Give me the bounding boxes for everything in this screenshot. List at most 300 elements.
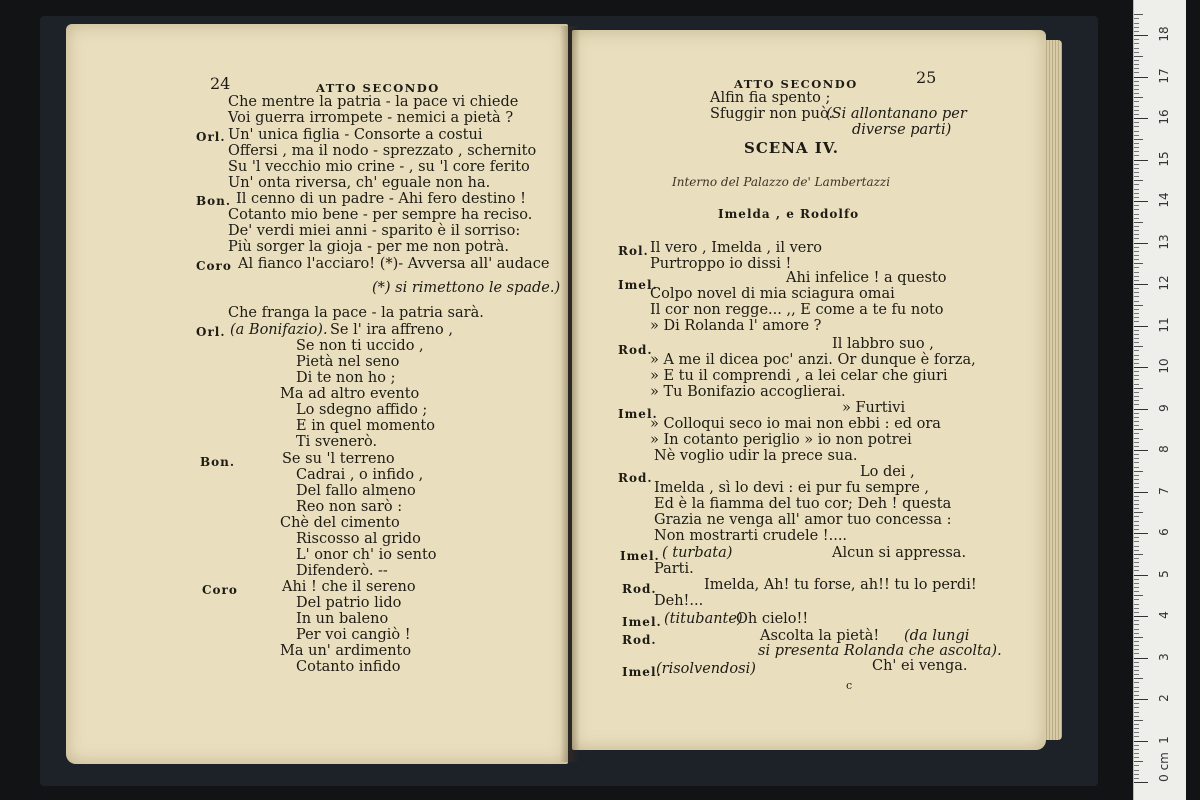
- speaker-bon: Bon.: [200, 455, 236, 469]
- ruler-tick: [1134, 649, 1139, 650]
- ruler-tick: [1134, 541, 1139, 542]
- verse-line: Voi guerra irrompete - nemici a pietà ?: [228, 110, 514, 126]
- ruler-tick: [1134, 214, 1139, 215]
- ruler-tick: [1134, 479, 1139, 480]
- ruler-tick: [1134, 39, 1139, 40]
- page-edges: [1044, 40, 1062, 740]
- stage-direction: (a Bonifazio).: [230, 322, 328, 338]
- verse-line: Più sorger la gioja - per me non potrà.: [228, 239, 510, 255]
- ruler-tick: [1134, 512, 1143, 513]
- speaker-coro: Coro: [196, 259, 232, 273]
- verse-line: Che mentre la patria - la pace vi chiede: [228, 94, 519, 110]
- ruler-tick: [1134, 143, 1139, 144]
- speaker-bon: Bon.: [196, 194, 232, 208]
- verse-line: Un' unica figlia - Consorte a costui: [228, 127, 483, 143]
- ruler-tick: [1134, 56, 1143, 57]
- ruler-tick: [1134, 475, 1139, 476]
- ruler-tick: [1134, 222, 1143, 223]
- verse-line: Un' onta riversa, ch' eguale non ha.: [228, 175, 491, 191]
- ruler-tick: [1134, 691, 1139, 692]
- ruler-tick: [1134, 662, 1139, 663]
- ruler-tick: [1134, 64, 1139, 65]
- scene-setting: Interno del Palazzo de' Lambertazzi: [672, 175, 891, 189]
- ruler-label: 17: [1157, 67, 1171, 84]
- ruler-tick: [1134, 587, 1139, 588]
- ruler-tick: [1134, 699, 1148, 700]
- ruler-tick: [1134, 164, 1139, 165]
- ruler-tick: [1134, 537, 1139, 538]
- verse-line: Se su 'l terreno: [282, 451, 395, 467]
- stage-direction: (titubante): [664, 611, 743, 627]
- ruler-tick: [1134, 238, 1139, 239]
- ruler-tick: [1134, 658, 1148, 659]
- ruler-tick: [1134, 749, 1139, 750]
- verse-line: Ti svenerò.: [296, 434, 378, 450]
- verse-line: Cadrai , o infido ,: [296, 467, 424, 483]
- ruler-tick: [1134, 251, 1139, 252]
- signature-mark: c: [846, 679, 853, 692]
- verse-line: Sfuggir non può.: [710, 106, 834, 122]
- verse-line: Difenderò. --: [296, 563, 388, 579]
- ruler-tick: [1134, 666, 1139, 667]
- speaker-rod: Rod.: [618, 471, 653, 485]
- verse-line: Oh cielo!!: [736, 611, 809, 627]
- ruler-tick: [1134, 620, 1139, 621]
- speaker-rod: Rod.: [622, 582, 657, 596]
- ruler-tick: [1134, 280, 1139, 281]
- ruler-tick: [1134, 591, 1139, 592]
- ruler-tick: [1134, 413, 1139, 414]
- ruler-tick: [1134, 263, 1143, 264]
- ruler-tick: [1134, 421, 1139, 422]
- ruler-tick: [1134, 774, 1139, 775]
- ruler-tick: [1134, 404, 1139, 405]
- speaker-rod: Rod.: [618, 343, 653, 357]
- ruler-tick: [1134, 317, 1139, 318]
- ruler-tick: [1134, 570, 1139, 571]
- verse-line: Ed è la fiamma del tuo cor; Deh ! questa: [654, 496, 952, 512]
- ruler-label: 18: [1157, 26, 1171, 42]
- ruler-tick: [1134, 720, 1143, 721]
- ruler-tick: [1134, 321, 1139, 322]
- ruler-tick: [1134, 616, 1148, 617]
- ruler-tick: [1134, 508, 1139, 509]
- ruler-tick: [1134, 612, 1139, 613]
- ruler-tick: [1134, 392, 1139, 393]
- ruler-tick: [1134, 77, 1148, 78]
- ruler-label: 16: [1157, 109, 1171, 125]
- ruler-tick: [1134, 255, 1139, 256]
- verse-line: Non mostrarti crudele !....: [654, 528, 848, 544]
- ruler-tick: [1134, 624, 1139, 625]
- ruler-tick: [1134, 396, 1139, 397]
- ruler-tick: [1134, 525, 1139, 526]
- verse-line: Se non ti uccido ,: [296, 338, 424, 354]
- ruler-label: 13: [1157, 233, 1171, 250]
- ruler-tick: [1134, 326, 1148, 327]
- ruler-label: 10: [1157, 358, 1171, 374]
- verse-line: Purtroppo io dissi !: [650, 256, 792, 272]
- verse-line: Su 'l vecchio mio crine - , su 'l core ferito: [228, 159, 530, 175]
- ruler-tick: [1134, 703, 1139, 704]
- ruler-tick: [1134, 707, 1139, 708]
- verse-line: Deh!...: [654, 593, 704, 609]
- verse-line: Chè del cimento: [280, 515, 400, 531]
- ruler-tick: [1134, 168, 1139, 169]
- verse-line: » Di Rolanda l' amore ?: [650, 318, 822, 334]
- ruler-tick: [1134, 761, 1143, 762]
- ruler-label: 12: [1157, 275, 1171, 291]
- verse-line: Al fianco l'acciaro! (*)- Avversa all' audace: [238, 256, 550, 272]
- ruler-label: 14: [1157, 192, 1171, 208]
- ruler-tick: [1134, 674, 1139, 675]
- ruler-tick: [1134, 342, 1139, 343]
- right-running-header: ATTO SECONDO: [734, 77, 858, 91]
- ruler-tick: [1134, 653, 1139, 654]
- ruler-tick: [1134, 446, 1139, 447]
- ruler-tick: [1134, 546, 1139, 547]
- ruler-tick: [1134, 728, 1139, 729]
- ruler-tick: [1134, 741, 1148, 742]
- ruler-tick: [1134, 313, 1139, 314]
- verse-line: » A me il dicea poc' anzi. Or dunque è forza,: [650, 352, 976, 368]
- verse-line: Alcun si appressa.: [832, 545, 967, 561]
- scene-title: SCENA IV.: [744, 139, 840, 157]
- ruler-tick: [1134, 599, 1139, 600]
- ruler-tick: [1134, 48, 1139, 49]
- ruler-tick: [1134, 682, 1139, 683]
- ruler-tick: [1134, 670, 1139, 671]
- speaker-imel: Imel.: [618, 278, 658, 292]
- ruler-tick: [1134, 384, 1139, 385]
- ruler-tick: [1134, 579, 1139, 580]
- verse-line: » Colloqui seco io mai non ebbi : ed ora: [650, 416, 941, 432]
- ruler-tick: [1134, 388, 1143, 389]
- verse-line: Ma ad altro evento: [280, 386, 420, 402]
- ruler-tick: [1134, 338, 1139, 339]
- ruler-tick: [1134, 529, 1139, 530]
- ruler-tick: [1134, 375, 1139, 376]
- ruler-tick: [1134, 131, 1139, 132]
- ruler-tick: [1134, 155, 1139, 156]
- speaker-imel: Imel.: [622, 665, 662, 679]
- verse-line: Il cor non regge... ,, E come a te fu noto: [650, 302, 944, 318]
- verse-line: » Tu Bonifazio accoglierai.: [650, 384, 846, 400]
- ruler-tick: [1134, 160, 1148, 161]
- ruler-tick: [1134, 43, 1139, 44]
- measurement-ruler: [1133, 0, 1186, 800]
- verse-line: Pietà nel seno: [296, 354, 400, 370]
- ruler-tick: [1134, 782, 1148, 783]
- ruler-tick: [1134, 346, 1143, 347]
- ruler-tick: [1134, 732, 1139, 733]
- ruler-tick: [1134, 637, 1143, 638]
- verse-line: Grazia ne venga all' amor tuo concessa :: [654, 512, 952, 528]
- ruler-tick: [1134, 695, 1139, 696]
- ruler-tick: [1134, 355, 1139, 356]
- book-gutter: [560, 26, 580, 762]
- ruler-tick: [1134, 52, 1139, 53]
- ruler-tick: [1134, 575, 1148, 576]
- verse-line: Il labbro suo ,: [832, 336, 934, 352]
- ruler-tick: [1134, 201, 1148, 202]
- ruler-tick: [1134, 442, 1139, 443]
- verse-line: E in quel momento: [296, 418, 435, 434]
- ruler-label: 11: [1157, 316, 1171, 333]
- ruler-tick: [1134, 234, 1139, 235]
- ruler-tick: [1134, 68, 1139, 69]
- verse-line: Riscosso al grido: [296, 531, 421, 547]
- ruler-tick: [1134, 180, 1143, 181]
- ruler-tick: [1134, 106, 1139, 107]
- verse-line: Parti.: [654, 561, 694, 577]
- ruler-tick: [1134, 471, 1143, 472]
- ruler-tick: [1134, 359, 1139, 360]
- ruler-tick: [1134, 583, 1139, 584]
- ruler-label: 2: [1157, 694, 1171, 702]
- ruler-tick: [1134, 363, 1139, 364]
- ruler-tick: [1134, 276, 1139, 277]
- ruler-label: 6: [1157, 528, 1171, 536]
- ruler-label: 7: [1157, 486, 1171, 495]
- ruler-tick: [1134, 558, 1139, 559]
- right-page-number: 25: [916, 68, 937, 87]
- ruler-tick: [1134, 716, 1139, 717]
- ruler-tick: [1134, 554, 1143, 555]
- ruler-tick: [1134, 31, 1139, 32]
- verse-line: In un baleno: [296, 611, 389, 627]
- stage-direction: (risolvendosi): [656, 661, 756, 677]
- ruler-tick: [1134, 205, 1139, 206]
- ruler-tick: [1134, 197, 1139, 198]
- ruler-tick: [1134, 550, 1139, 551]
- verse-line: Per voi cangiò !: [296, 627, 411, 643]
- ruler-label: 5: [1157, 569, 1171, 578]
- verse-line: Lo sdegno affido ;: [296, 402, 428, 418]
- verse-line: Nè voglio udir la prece sua.: [654, 448, 858, 464]
- verse-line: Ahi infelice ! a questo: [786, 270, 947, 286]
- ruler-tick: [1134, 645, 1139, 646]
- ruler-tick: [1134, 230, 1139, 231]
- ruler-tick: [1134, 301, 1139, 302]
- ruler-tick: [1134, 305, 1143, 306]
- verse-line: » E tu il comprendi , a lei celar che giuri: [650, 368, 948, 384]
- ruler-tick: [1134, 641, 1139, 642]
- ruler-tick: [1134, 243, 1148, 244]
- verse-line: Che franga la pace - la patria sarà.: [228, 305, 484, 321]
- ruler-tick: [1134, 487, 1139, 488]
- stage-direction: diverse parti): [852, 122, 952, 138]
- ruler-tick: [1134, 284, 1148, 285]
- ruler-label: 1: [1157, 735, 1171, 744]
- ruler-tick: [1134, 23, 1139, 24]
- ruler-tick: [1134, 745, 1139, 746]
- left-running-header: ATTO SECONDO: [316, 81, 440, 95]
- ruler-tick: [1134, 189, 1139, 190]
- verse-line: » Furtivi: [842, 400, 906, 416]
- verse-line: De' verdi miei anni - sparito è il sorriso:: [228, 223, 521, 239]
- speaker-orl: Orl.: [196, 325, 226, 339]
- verse-line: Di te non ho ;: [296, 370, 396, 386]
- speaker-imel: Imel.: [620, 549, 660, 563]
- ruler-tick: [1134, 566, 1139, 567]
- ruler-tick: [1134, 118, 1148, 119]
- ruler-label: 9: [1157, 403, 1171, 412]
- ruler-tick: [1134, 139, 1143, 140]
- speaker-orl: Orl.: [196, 130, 226, 144]
- ruler-tick: [1134, 757, 1139, 758]
- verse-line: Cotanto mio bene - per sempre ha reciso.: [228, 207, 533, 223]
- ruler-label: 8: [1157, 445, 1171, 453]
- ruler-tick: [1134, 409, 1148, 410]
- ruler-tick: [1134, 504, 1139, 505]
- ruler-tick: [1134, 60, 1139, 61]
- ruler-tick: [1134, 209, 1139, 210]
- ruler-tick: [1134, 450, 1148, 451]
- verse-line: L' onor ch' io sento: [296, 547, 437, 563]
- ruler-tick: [1134, 458, 1139, 459]
- ruler-tick: [1134, 496, 1139, 497]
- ruler-tick: [1134, 724, 1139, 725]
- ruler-tick: [1134, 425, 1139, 426]
- ruler-tick: [1134, 101, 1139, 102]
- ruler-tick: [1134, 97, 1143, 98]
- ruler-tick: [1134, 288, 1139, 289]
- verse-line: Lo dei ,: [860, 464, 915, 480]
- ruler-tick: [1134, 633, 1139, 634]
- ruler-tick: [1134, 462, 1139, 463]
- ruler-tick: [1134, 35, 1148, 36]
- ruler-tick: [1134, 81, 1139, 82]
- ruler-tick: [1134, 14, 1143, 15]
- ruler-tick: [1134, 176, 1139, 177]
- ruler-tick: [1134, 334, 1139, 335]
- verse-line: » In cotanto periglio » io non potrei: [650, 432, 912, 448]
- verse-line: Alfin fia spento ;: [710, 90, 831, 106]
- verse-line: Imelda , sì lo devi : ei pur fu sempre ,: [654, 480, 929, 496]
- ruler-tick: [1134, 114, 1139, 115]
- ruler-label: 15: [1157, 150, 1171, 167]
- verse-line: Ch' ei venga.: [872, 658, 968, 674]
- ruler-label: 0 cm: [1157, 752, 1171, 782]
- stage-direction: (*) si rimettono le spade.): [372, 280, 561, 296]
- verse-line: Del fallo almeno: [296, 483, 416, 499]
- ruler-tick: [1134, 604, 1139, 605]
- ruler-label: 3: [1157, 652, 1171, 661]
- ruler-tick: [1134, 778, 1139, 779]
- verse-line: Del patrio lido: [296, 595, 402, 611]
- ruler-tick: [1134, 765, 1139, 766]
- ruler-tick: [1134, 753, 1139, 754]
- verse-line: Ahi ! che il sereno: [282, 579, 416, 595]
- verse-line: Imelda, Ah! tu forse, ah!! tu lo perdi!: [704, 577, 977, 593]
- ruler-tick: [1134, 678, 1143, 679]
- ruler-tick: [1134, 193, 1139, 194]
- ruler-tick: [1134, 595, 1143, 596]
- stage-direction: (da lungi: [904, 628, 970, 644]
- ruler-tick: [1134, 72, 1139, 73]
- ruler-tick: [1134, 438, 1139, 439]
- speaker-imel: Imel.: [618, 407, 658, 421]
- ruler-tick: [1134, 18, 1139, 19]
- verse-line: Ma un' ardimento: [280, 643, 412, 659]
- ruler-tick: [1134, 521, 1139, 522]
- ruler-tick: [1134, 110, 1139, 111]
- verse-line: Cotanto infido: [296, 659, 401, 675]
- ruler-tick: [1134, 292, 1139, 293]
- ruler-tick: [1134, 147, 1139, 148]
- left-page-number: 24: [210, 74, 231, 93]
- ruler-tick: [1134, 516, 1139, 517]
- ruler-tick: [1134, 429, 1143, 430]
- speaker-rol: Rol.: [618, 244, 649, 258]
- ruler-tick: [1134, 608, 1139, 609]
- ruler-tick: [1134, 492, 1148, 493]
- ruler-tick: [1134, 533, 1148, 534]
- speaker-imel: Imel.: [622, 615, 662, 629]
- ruler-tick: [1134, 27, 1139, 28]
- ruler-tick: [1134, 712, 1139, 713]
- ruler-label: 4: [1157, 611, 1171, 619]
- ruler-tick: [1134, 417, 1139, 418]
- verse-line: Offersi , ma il nodo - sprezzato , schernito: [228, 143, 537, 159]
- ruler-tick: [1134, 89, 1139, 90]
- ruler-tick: [1134, 272, 1139, 273]
- characters-line: Imelda , e Rodolfo: [718, 207, 860, 221]
- speaker-coro: Coro: [202, 583, 238, 597]
- stage-direction: si presenta Rolanda che ascolta).: [758, 643, 1002, 659]
- ruler-tick: [1134, 184, 1139, 185]
- ruler-tick: [1134, 500, 1139, 501]
- stage-direction: ( turbata): [662, 545, 733, 561]
- ruler-tick: [1134, 371, 1139, 372]
- ruler-tick: [1134, 93, 1139, 94]
- ruler-tick: [1134, 122, 1139, 123]
- ruler-tick: [1134, 259, 1139, 260]
- ruler-tick: [1134, 267, 1139, 268]
- ruler-tick: [1134, 687, 1139, 688]
- verse-line: Reo non sarò :: [296, 499, 403, 515]
- ruler-tick: [1134, 367, 1148, 368]
- ruler-tick: [1134, 562, 1139, 563]
- verse-line: Ascolta la pietà!: [760, 628, 880, 644]
- ruler-tick: [1134, 629, 1139, 630]
- verse-line: Colpo novel di mia sciagura omai: [650, 286, 895, 302]
- verse-line: Il cenno di un padre - Ahi fero destino !: [236, 191, 526, 207]
- ruler-tick: [1134, 172, 1139, 173]
- ruler-tick: [1134, 454, 1139, 455]
- ruler-tick: [1134, 151, 1139, 152]
- verse-line: Il vero , Imelda , il vero: [650, 240, 823, 256]
- ruler-tick: [1134, 467, 1139, 468]
- ruler-tick: [1134, 330, 1139, 331]
- ruler-tick: [1134, 126, 1139, 127]
- ruler-tick: [1134, 433, 1139, 434]
- ruler-tick: [1134, 296, 1139, 297]
- ruler-tick: [1134, 309, 1139, 310]
- ruler-tick: [1134, 135, 1139, 136]
- stage-direction: (Si allontanano per: [826, 106, 967, 122]
- speaker-rod: Rod.: [622, 633, 657, 647]
- ruler-tick: [1134, 379, 1139, 380]
- ruler-tick: [1134, 400, 1139, 401]
- ruler-tick: [1134, 350, 1139, 351]
- verse-line: Se l' ira affreno ,: [330, 322, 453, 338]
- ruler-tick: [1134, 247, 1139, 248]
- ruler-tick: [1134, 770, 1139, 771]
- ruler-tick: [1134, 85, 1139, 86]
- ruler-tick: [1134, 483, 1139, 484]
